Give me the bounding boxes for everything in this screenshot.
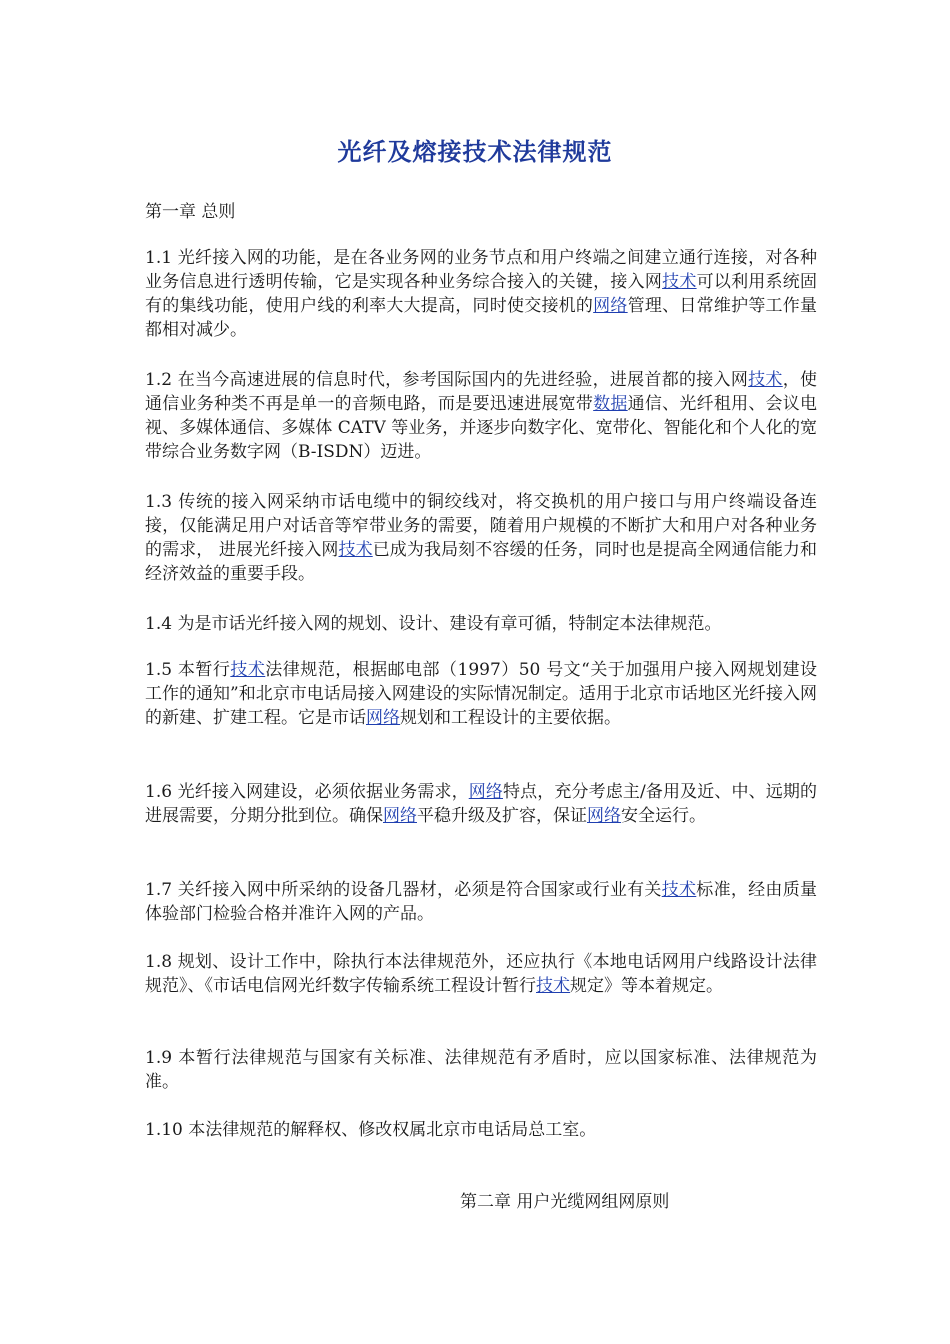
paragraph-text: 1.2 在当今高速进展的信息时代，参考国际国内的先进经验，进展首都的接入网 (145, 370, 749, 390)
paragraph-1-3 (145, 490, 817, 586)
page-title: 光纤及熔接技术法律规范 (337, 138, 613, 166)
chapter-heading-2: 第二章 用户光缆网组网原则 (460, 1192, 670, 1212)
paragraph-1-10 (145, 1118, 817, 1142)
paragraph-text: 平稳升级及扩容，保证 (417, 806, 587, 826)
paragraph-text: 1.8 规划、设计工作中，除执行本法律规范外，还应执行《本地电话网用户线路设计法律规范》、《市话电信网光纤数字传输系统工程设计暂行 (145, 952, 817, 996)
paragraph-text: 规划和工程设计的主要依据。 (400, 708, 621, 728)
keyword-link[interactable]: 网络 (383, 806, 417, 826)
paragraph-text: 法律规范，根据邮电部（1997）50 号文“关于加强用户接入网规划建设工作的通知”和北京市电话局接入网建设的实际情况制定。适用于北京市话地区光纤接入网的新建、扩建工程。它是市话 (145, 660, 817, 728)
keyword-link[interactable]: 技术 (748, 370, 783, 390)
keyword-link[interactable]: 网络 (366, 708, 400, 728)
paragraph-text: 1.6 光纤接入网建设，必须依据业务需求， (145, 782, 469, 802)
paragraph-text: 已成为我局刻不容缓的任务，同时也是提高全网通信能力和经济效益的重要手段。 (145, 540, 818, 584)
paragraph-text: ，使通信业务种类不再是单一的音频电路，而是要迅速进展宽带 (145, 370, 818, 414)
paragraph-1-7 (145, 878, 817, 926)
keyword-link[interactable]: 技术 (661, 880, 697, 900)
keyword-link[interactable]: 数据 (593, 394, 628, 414)
paragraph-1-8 (145, 950, 817, 998)
paragraph-text: 1.5 本暂行 (145, 660, 231, 680)
paragraph-text: 1.9 本暂行法律规范与国家有关标准、法律规范有矛盾时，应以国家标准、法律规范为准。 (145, 1048, 817, 1092)
paragraph-text: 特点，充分考虑主/备用及近、中、远期的进展需要，分期分批到位。确保 (145, 782, 817, 826)
paragraph-1-6 (145, 780, 817, 828)
keyword-link[interactable]: 技术 (230, 660, 266, 680)
paragraph-text: 标准，经由质量体验部门检验合格并准许入网的产品。 (145, 880, 818, 924)
keyword-link[interactable]: 网络 (468, 782, 503, 802)
keyword-link[interactable]: 技术 (662, 272, 697, 292)
keyword-link[interactable]: 网络 (593, 296, 628, 316)
keyword-link[interactable]: 网络 (587, 806, 621, 826)
paragraph-1-5 (145, 658, 817, 730)
paragraph-text: 1.7 关纤接入网中所采纳的设备几器材，必须是符合国家或行业有关 (145, 880, 662, 900)
paragraph-1-4 (145, 612, 817, 636)
keyword-link[interactable]: 技术 (536, 976, 570, 996)
paragraph-text: 可以利用系统固有的集线功能，使用户线的利率大大提高，同时使交接机的 (145, 272, 818, 316)
paragraph-text: 通信、光纤租用、会议电视、多媒体通信、多媒体 CATV 等业务，并逐步向数字化、宽带化、智能化和个人化的宽带综合业务数字网（B-ISDN）迈进。 (145, 394, 818, 462)
paragraph-text: 管理、日常维护等工作量都相对减少。 (145, 296, 818, 340)
paragraph-1-1 (145, 246, 817, 342)
paragraph-text: 1.3 传统的接入网采纳市话电缆中的铜绞线对，将交换机的用户接口与用户终端设备连接，仅能满足用户对话音等窄带业务的需要，随着用户规模的不断扩大和用户对各种业务的需求， 进展光纤接入网 (145, 492, 817, 560)
paragraph-text: 1.1 光纤接入网的功能，是在各业务网的业务节点和用户终端之间建立通行连接，对各种业务信息进行透明传输，它是实现各种业务综合接入的关键，接入网 (145, 248, 817, 292)
paragraph-1-9 (145, 1046, 817, 1094)
paragraph-text: 规定》等本着规定。 (570, 976, 723, 996)
keyword-link[interactable]: 技术 (338, 540, 373, 560)
paragraph-text: 1.4 为是市话光纤接入网的规划、设计、建设有章可循，特制定本法律规范。 (145, 614, 722, 634)
paragraph-text: 安全运行。 (621, 806, 706, 826)
chapter-heading: 第一章 总则 (145, 202, 236, 222)
paragraph-1-2 (145, 368, 817, 464)
paragraph-text: 1.10 本法律规范的解释权、修改权属北京市电话局总工室。 (145, 1120, 597, 1140)
